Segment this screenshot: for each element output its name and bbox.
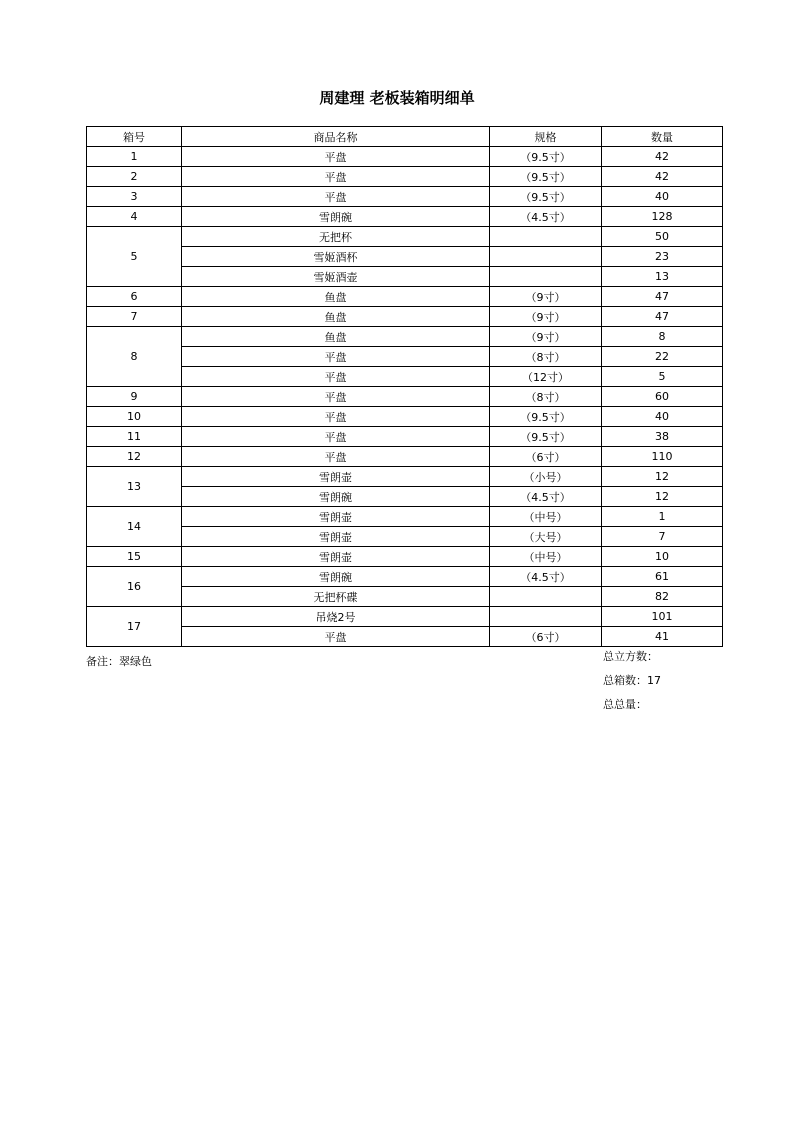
spec-cell: （6寸） xyxy=(490,627,602,647)
table-row xyxy=(87,207,723,227)
product-name-cell: 平盘 xyxy=(182,627,490,647)
quantity-cell: 42 xyxy=(602,167,723,187)
spec-cell: （9寸） xyxy=(490,327,602,347)
quantity-cell: 38 xyxy=(602,427,723,447)
total-boxes-line xyxy=(603,673,661,697)
product-name-cell: 雪姬酒壶 xyxy=(182,267,490,287)
table-row xyxy=(87,607,723,627)
product-name-cell: 平盘 xyxy=(182,447,490,467)
product-name-cell: 雪姬酒杯 xyxy=(182,247,490,267)
summary-block xyxy=(603,649,661,721)
product-name-cell: 平盘 xyxy=(182,427,490,447)
total-boxes-label: 总箱数： xyxy=(603,674,647,687)
header-spec: 规格 xyxy=(490,127,602,147)
spec-cell: （4.5寸） xyxy=(490,207,602,227)
table-row xyxy=(87,327,723,347)
box-number-cell: 15 xyxy=(87,547,182,567)
box-number-cell: 1 xyxy=(87,147,182,167)
spec-cell xyxy=(490,587,602,607)
product-name-cell: 鱼盘 xyxy=(182,327,490,347)
quantity-cell: 5 xyxy=(602,367,723,387)
spec-cell: （中号） xyxy=(490,507,602,527)
product-name-cell: 平盘 xyxy=(182,367,490,387)
spec-cell: （12寸） xyxy=(490,367,602,387)
product-name-cell: 平盘 xyxy=(182,387,490,407)
box-number-cell: 6 xyxy=(87,287,182,307)
quantity-cell: 47 xyxy=(602,287,723,307)
product-name-cell: 雪朗碗 xyxy=(182,487,490,507)
packing-list-table xyxy=(86,126,723,647)
table-row xyxy=(87,227,723,247)
box-number-cell: 9 xyxy=(87,387,182,407)
table-row xyxy=(87,587,723,607)
spec-cell: （9寸） xyxy=(490,287,602,307)
document-title: 周建理 老板装箱明细单 xyxy=(319,89,475,107)
spec-cell: （8寸） xyxy=(490,387,602,407)
quantity-cell: 40 xyxy=(602,407,723,427)
box-number-cell: 8 xyxy=(87,327,182,387)
table-row xyxy=(87,267,723,287)
quantity-cell: 40 xyxy=(602,187,723,207)
product-name-cell: 鱼盘 xyxy=(182,287,490,307)
total-volume-label: 总立方数： xyxy=(603,650,658,663)
spec-cell: （9寸） xyxy=(490,307,602,327)
table-row xyxy=(87,507,723,527)
quantity-cell: 22 xyxy=(602,347,723,367)
table-row xyxy=(87,247,723,267)
header-qty: 数量 xyxy=(602,127,723,147)
quantity-cell: 110 xyxy=(602,447,723,467)
box-number-cell: 2 xyxy=(87,167,182,187)
table-row xyxy=(87,187,723,207)
box-number-cell: 7 xyxy=(87,307,182,327)
total-volume-line xyxy=(603,649,661,673)
box-number-cell: 17 xyxy=(87,607,182,647)
table-row xyxy=(87,567,723,587)
table-row xyxy=(87,547,723,567)
box-number-cell: 11 xyxy=(87,427,182,447)
table-row xyxy=(87,167,723,187)
box-number-cell: 10 xyxy=(87,407,182,427)
spec-cell: （4.5寸） xyxy=(490,567,602,587)
table-row xyxy=(87,287,723,307)
quantity-cell: 42 xyxy=(602,147,723,167)
spec-cell: （小号） xyxy=(490,467,602,487)
spec-cell: （6寸） xyxy=(490,447,602,467)
spec-cell: （中号） xyxy=(490,547,602,567)
product-name-cell: 雪朗壶 xyxy=(182,507,490,527)
spec-cell: （9.5寸） xyxy=(490,407,602,427)
product-name-cell: 平盘 xyxy=(182,167,490,187)
table-row xyxy=(87,347,723,367)
spec-cell xyxy=(490,607,602,627)
spec-cell: （大号） xyxy=(490,527,602,547)
quantity-cell: 13 xyxy=(602,267,723,287)
spec-cell: （8寸） xyxy=(490,347,602,367)
spec-cell xyxy=(490,247,602,267)
product-name-cell: 雪朗壶 xyxy=(182,547,490,567)
product-name-cell: 雪朗壶 xyxy=(182,467,490,487)
table-row xyxy=(87,407,723,427)
remark-note: 备注：翠绿色 xyxy=(86,655,152,668)
product-name-cell: 吊烧2号 xyxy=(182,607,490,627)
table-body xyxy=(87,147,723,647)
quantity-cell: 101 xyxy=(602,607,723,627)
header-product: 商品名称 xyxy=(182,127,490,147)
product-name-cell: 平盘 xyxy=(182,187,490,207)
quantity-cell: 12 xyxy=(602,487,723,507)
total-weight-line xyxy=(603,697,661,721)
total-boxes-value: 17 xyxy=(647,674,661,687)
box-number-cell: 4 xyxy=(87,207,182,227)
header-box-no: 箱号 xyxy=(87,127,182,147)
table-header-row xyxy=(87,127,723,147)
table-row xyxy=(87,367,723,387)
table-row xyxy=(87,467,723,487)
quantity-cell: 128 xyxy=(602,207,723,227)
box-number-cell: 14 xyxy=(87,507,182,547)
quantity-cell: 12 xyxy=(602,467,723,487)
quantity-cell: 60 xyxy=(602,387,723,407)
quantity-cell: 82 xyxy=(602,587,723,607)
quantity-cell: 1 xyxy=(602,507,723,527)
product-name-cell: 雪朗碗 xyxy=(182,567,490,587)
spec-cell xyxy=(490,227,602,247)
product-name-cell: 雪朗壶 xyxy=(182,527,490,547)
product-name-cell: 雪朗碗 xyxy=(182,207,490,227)
quantity-cell: 41 xyxy=(602,627,723,647)
total-weight-label: 总总量： xyxy=(603,698,647,711)
table-row xyxy=(87,307,723,327)
quantity-cell: 50 xyxy=(602,227,723,247)
spec-cell: （4.5寸） xyxy=(490,487,602,507)
product-name-cell: 平盘 xyxy=(182,147,490,167)
table-row xyxy=(87,487,723,507)
quantity-cell: 61 xyxy=(602,567,723,587)
table-row xyxy=(87,147,723,167)
table-row xyxy=(87,447,723,467)
table-row xyxy=(87,427,723,447)
product-name-cell: 平盘 xyxy=(182,347,490,367)
spec-cell: （9.5寸） xyxy=(490,187,602,207)
product-name-cell: 鱼盘 xyxy=(182,307,490,327)
box-number-cell: 5 xyxy=(87,227,182,287)
box-number-cell: 12 xyxy=(87,447,182,467)
product-name-cell: 无把杯 xyxy=(182,227,490,247)
quantity-cell: 47 xyxy=(602,307,723,327)
box-number-cell: 16 xyxy=(87,567,182,607)
table-row xyxy=(87,527,723,547)
spec-cell: （9.5寸） xyxy=(490,147,602,167)
quantity-cell: 23 xyxy=(602,247,723,267)
table-row xyxy=(87,387,723,407)
product-name-cell: 平盘 xyxy=(182,407,490,427)
spec-cell: （9.5寸） xyxy=(490,427,602,447)
spec-cell: （9.5寸） xyxy=(490,167,602,187)
quantity-cell: 8 xyxy=(602,327,723,347)
box-number-cell: 3 xyxy=(87,187,182,207)
quantity-cell: 7 xyxy=(602,527,723,547)
spec-cell xyxy=(490,267,602,287)
product-name-cell: 无把杯碟 xyxy=(182,587,490,607)
quantity-cell: 10 xyxy=(602,547,723,567)
box-number-cell: 13 xyxy=(87,467,182,507)
table-row xyxy=(87,627,723,647)
